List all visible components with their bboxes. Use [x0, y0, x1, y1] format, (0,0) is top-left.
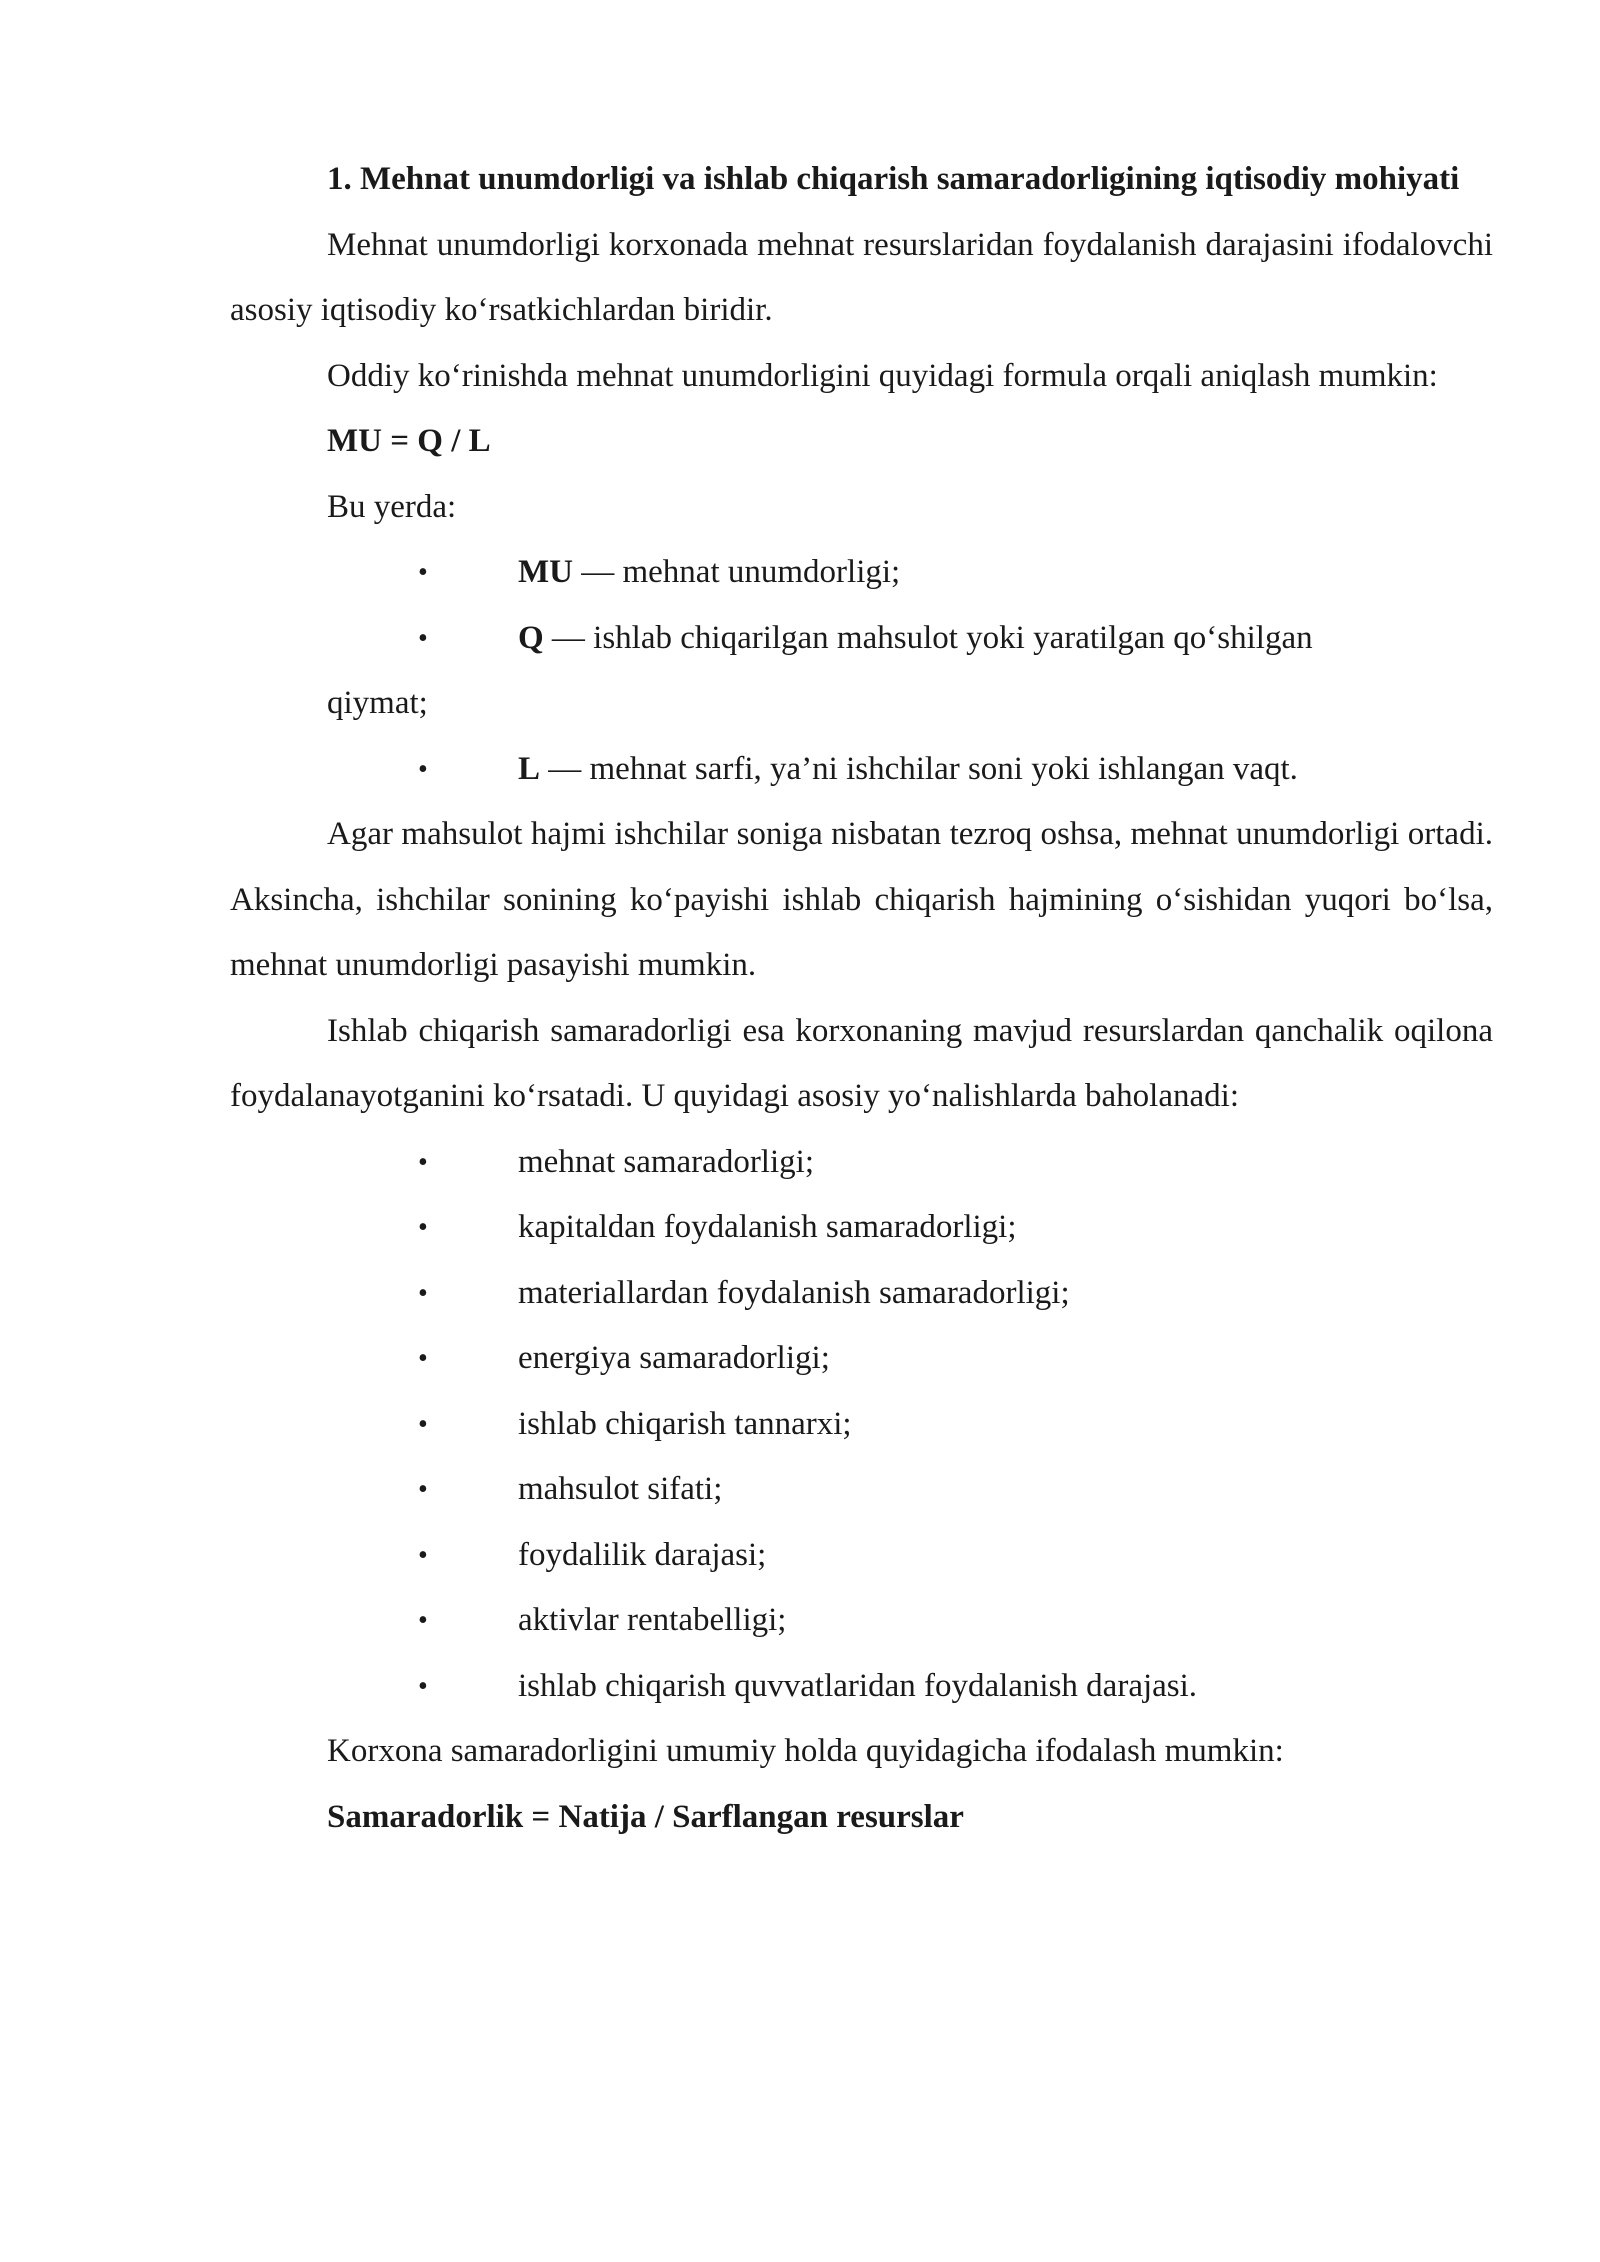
bullet-icon: • [418, 1408, 428, 1440]
list-item-text: foydalilik darajasi; [518, 1536, 767, 1573]
list-item [230, 1130, 1493, 1196]
paragraph-general-formula-intro: Korxona samaradorligini umumiy holda quyidagicha ifodalash mumkin: [327, 1733, 1284, 1769]
bullet-icon: • [418, 1212, 428, 1243]
paragraph-efficiency: Ishlab chiqarish samaradorligi esa korxonaning mavjud resurslardan qanchalik oqilona foydalanayotganini ko‘rsatadi. U quyidagi asosiy yo‘nalishlarda baholanadi: [230, 1012, 1493, 1114]
bullet-icon: • [418, 1277, 428, 1309]
list-item [230, 1457, 1493, 1523]
list-item-text: mahsulot sifati; [518, 1471, 723, 1507]
list-item [230, 1654, 1493, 1720]
list-item-text: mehnat samaradorligi; [518, 1143, 814, 1180]
definition-text: — mehnat unumdorligi; [572, 554, 901, 590]
paragraph-growth: Agar mahsulot hajmi ishchilar soniga nisbatan tezroq oshsa, mehnat unumdorligi ortadi. Aksincha, ishchilar sonining ko‘payishi ishlab chiqarish hajmining o‘sishidan yuqori bo‘lsa, mehnat unumdorligi pasayishi mumkin. [230, 816, 1493, 983]
definitions-list [230, 540, 1493, 802]
list-item [230, 1588, 1493, 1654]
document-page [230, 147, 1493, 1850]
formula-efficiency: Samaradorlik = Natija / Sarflangan resurslar [327, 1798, 964, 1835]
list-item [230, 1392, 1493, 1458]
list-item-text: materiallardan foydalanish samaradorligi; [518, 1274, 1070, 1311]
definition-term: MU [518, 554, 573, 590]
list-item [230, 540, 1493, 606]
bullet-icon: • [418, 1539, 428, 1571]
definition-continuation: qiymat; [327, 685, 428, 721]
definition-term: L [518, 750, 541, 787]
list-item [230, 1326, 1493, 1392]
section-heading: 1. Mehnat unumdorligi va ishlab chiqarish samaradorligining iqtisodiy mohiyati [327, 161, 1460, 197]
formula-productivity: MU = Q / L [327, 423, 491, 459]
bullet-icon: • [418, 1605, 428, 1636]
bullet-icon: • [418, 753, 428, 785]
directions-list [230, 1130, 1493, 1720]
paragraph-formula-intro: Oddiy ko‘rinishda mehnat unumdorligini quyidagi formula orqali aniqlash mumkin: [327, 357, 1438, 394]
bullet-icon: • [418, 1670, 428, 1702]
list-item-text: ishlab chiqarish tannarxi; [518, 1405, 852, 1442]
list-item [230, 1523, 1493, 1589]
definition-text: — ishlab chiqarilgan mahsulot yoki yaratilgan qo‘shilgan [543, 619, 1313, 656]
list-item [230, 1195, 1493, 1261]
paragraph-definition: Mehnat unumdorligi korxonada mehnat resurslaridan foydalanish darajasini ifodalovchi asosiy iqtisodiy ko‘rsatkichlardan biridir. [230, 226, 1493, 328]
list-item [230, 1261, 1493, 1327]
list-item-text: aktivlar rentabelligi; [518, 1602, 787, 1638]
bullet-icon: • [418, 1343, 428, 1374]
bullet-icon: • [418, 557, 428, 588]
definition-text: — mehnat sarfi, ya’ni ishchilar soni yoki ishlangan vaqt. [540, 750, 1298, 787]
bullet-icon: • [418, 1146, 428, 1178]
list-item [230, 606, 1493, 737]
where-label: Bu yerda: [327, 488, 457, 525]
bullet-icon: • [418, 1474, 428, 1505]
bullet-icon: • [418, 622, 428, 654]
list-item-text: energiya samaradorligi; [518, 1340, 830, 1376]
list-item-text: ishlab chiqarish quvvatlaridan foydalanish darajasi. [518, 1667, 1198, 1704]
definition-term: Q [518, 619, 544, 656]
list-item-text: kapitaldan foydalanish samaradorligi; [518, 1209, 1017, 1245]
list-item [230, 737, 1493, 803]
